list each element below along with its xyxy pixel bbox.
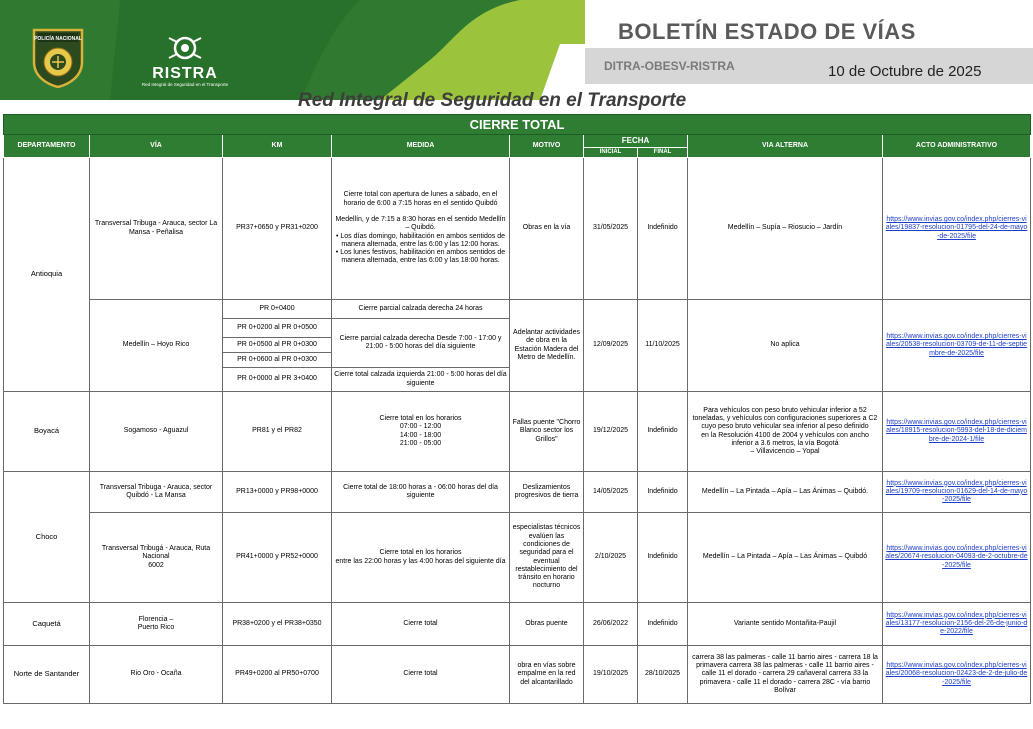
medida-cell: Cierre parcial calzada derecha 24 horas xyxy=(332,300,510,319)
department-cell: Choco xyxy=(4,472,90,603)
table-row xyxy=(4,513,1031,603)
medida-cell: Cierre total xyxy=(332,646,510,704)
via-cell: Transversal Tribugá - Arauca, Ruta Nacional 6002 xyxy=(90,513,223,603)
via-alterna-cell: No aplica xyxy=(688,300,883,392)
bulletin-title: BOLETÍN ESTADO DE VÍAS xyxy=(618,19,916,44)
motivo-cell: especialistas técnicos evalúen las condiciones de seguridad para el eventual restablecimiento del tránsito en horario nocturno xyxy=(510,513,584,603)
col-acto-administrativo: ACTO ADMINISTRATIVO xyxy=(883,135,1031,158)
medida-cell: Cierre total calzada izquierda 21:00 - 5:00 horas del día siguiente xyxy=(332,368,510,392)
via-cell: Rio Oro - Ocaña xyxy=(90,646,223,704)
section-title: CIERRE TOTAL xyxy=(4,115,1031,135)
unit-label: DITRA-OBESV-RISTRA xyxy=(604,59,735,73)
fecha-final-cell: Indefinido xyxy=(638,603,688,646)
table-row xyxy=(4,603,1031,646)
col-fecha-inicial: INICIAL xyxy=(584,148,638,158)
medida-cell: Cierre total en los horarios 07:00 - 12:00 14:00 - 18:00 21:00 - 05:00 xyxy=(332,392,510,472)
fecha-final-cell: Indefinido xyxy=(638,472,688,513)
km-cell: PR41+0000 y PR52+0000 xyxy=(223,513,332,603)
ristra-emblem-icon xyxy=(165,30,205,66)
motivo-cell: obra en vías sobre empalme en la red del alcantarillado xyxy=(510,646,584,704)
km-cell: PR 0+0500 al PR 0+0300 xyxy=(223,338,332,353)
fecha-inicial-cell: 26/06/2022 xyxy=(584,603,638,646)
via-alterna-cell: Para vehículos con peso bruto vehicular inferior a 52 toneladas, y vehículos con configuraciones superiores a C2 cuyo peso bruto vehicular sea inferior al peso definido en la Resolución 4100 de 2004 y vehículos con ancho inferior a 3.6 metros, la vía Bogotá – Villavicencio – Yopal xyxy=(688,392,883,472)
medida-bullet: • Los días domingo, habilitación en ambos sentidos de manera alternada, entre las 6:00 y las 12:00 horas. xyxy=(334,233,507,250)
motivo-cell: Deslizamientos progresivos de tierra xyxy=(510,472,584,513)
via-cell: Medellín – Hoyo Rico xyxy=(90,300,223,392)
via-alterna-cell: Variante sentido Montañita-Paujil xyxy=(688,603,883,646)
col-departamento: DEPARTAMENTO xyxy=(4,135,90,158)
ristra-logo-tagline: Red Integral de Seguridad en el Transporte xyxy=(141,82,229,87)
acto-administrativo-link[interactable]: https://www.invias.gov.co/index.php/cierres-viales/18915-resolucion-5993-del-18-de-diciembre-de-2024-1/file xyxy=(883,392,1031,472)
road-closures-table xyxy=(3,114,1031,704)
medida-cell: Cierre parcial calzada derecha Desde 7:00 - 17:00 y 21:00 - 5:00 horas del día siguiente xyxy=(332,319,510,368)
department-cell: Norte de Santander xyxy=(4,646,90,704)
fecha-inicial-cell: 2/10/2025 xyxy=(584,513,638,603)
via-cell: Sogamoso - Aguazul xyxy=(90,392,223,472)
medida-intro: Cierre total con apertura de lunes a sábado, en el horario de 6:00 a 7:15 horas en el sentido Quibdó xyxy=(343,191,498,207)
table-row xyxy=(4,300,1031,319)
table-row xyxy=(4,646,1031,704)
km-cell: PR 0+0000 al PR 3+0400 xyxy=(223,368,332,392)
acto-administrativo-link[interactable]: https://www.invias.gov.co/index.php/cierres-viales/20538-resolucion-03709-de-11-de-septiembre-de-2025/file xyxy=(883,300,1031,392)
acto-administrativo-link[interactable]: https://www.invias.gov.co/index.php/cierres-viales/20068-resolucion-02423-de-2-de-julio-de-2025/file xyxy=(883,646,1031,704)
km-cell: PR13+0000 y PR98+0000 xyxy=(223,472,332,513)
column-header-row xyxy=(4,135,1031,148)
ristra-logo xyxy=(140,30,230,90)
km-cell: PR 0+0200 al PR 0+0500 xyxy=(223,319,332,338)
motivo-cell: Obras en la vía xyxy=(510,158,584,300)
medida-paragraph: Medellín, y de 7:15 a 8:30 horas en el sentido Medellín – Quibdó. xyxy=(335,215,506,232)
via-alterna-cell: Medellín – Supía – Riosucio – Jardín xyxy=(688,158,883,300)
department-cell: Antioquia xyxy=(4,158,90,392)
acto-administrativo-link[interactable]: https://www.invias.gov.co/index.php/cierres-viales/19709-resolucion-01629-del-14-de-mayo-2025/file xyxy=(883,472,1031,513)
km-cell: PR 0+0600 al PR 0+0300 xyxy=(223,353,332,368)
col-medida: MEDIDA xyxy=(332,135,510,158)
bulletin-date: 10 de Octubre de 2025 xyxy=(828,63,982,80)
department-cell: Boyacá xyxy=(4,392,90,472)
acto-administrativo-link[interactable]: https://www.invias.gov.co/index.php/cierres-viales/13177-resolucion-2156-del-26-de-junio-de-2022/file xyxy=(883,603,1031,646)
ristra-logo-name: RISTRA xyxy=(152,65,218,82)
table-row xyxy=(4,158,1031,300)
road-closures-table-wrapper xyxy=(3,114,1030,704)
motivo-cell: Obras puente xyxy=(510,603,584,646)
col-via-alterna: VIA ALTERNA xyxy=(688,135,883,158)
fecha-final-cell: Indefinido xyxy=(638,513,688,603)
col-fecha: FECHA xyxy=(584,135,688,148)
police-shield-logo xyxy=(30,24,86,88)
fecha-final-cell: 11/10/2025 xyxy=(638,300,688,392)
km-cell: PR 0+0400 xyxy=(223,300,332,319)
medida-cell xyxy=(332,158,510,300)
via-alterna-cell: Medellín – La Pintada – Apía – Las Ánimas – Quibdó. xyxy=(688,472,883,513)
fecha-final-cell: Indefinido xyxy=(638,392,688,472)
police-logo-text: POLICÍA NACIONAL xyxy=(34,36,82,42)
motivo-cell: Adelantar actividades de obra en la Estación Madera del Metro de Medellín. xyxy=(510,300,584,392)
fecha-final-cell: 28/10/2025 xyxy=(638,646,688,704)
medida-cell: Cierre total de 18:00 horas a - 06:00 horas del día siguiente xyxy=(332,472,510,513)
fecha-inicial-cell: 19/12/2025 xyxy=(584,392,638,472)
fecha-inicial-cell: 14/05/2025 xyxy=(584,472,638,513)
km-cell: PR38+0200 y el PR38+0350 xyxy=(223,603,332,646)
table-row xyxy=(4,472,1031,513)
bulletin-header xyxy=(0,0,1033,112)
department-cell: Caquetá xyxy=(4,603,90,646)
via-cell: Transversal Tribuga - Arauca, sector Quibdó - La Mansa xyxy=(90,472,223,513)
via-cell: Transversal Tribuga - Arauca, sector La Mansa - Peñalisa xyxy=(90,158,223,300)
col-motivo: MOTIVO xyxy=(510,135,584,158)
fecha-final-cell: Indefinido xyxy=(638,158,688,300)
fecha-inicial-cell: 19/10/2025 xyxy=(584,646,638,704)
via-cell: Florencia – Puerto Rico xyxy=(90,603,223,646)
via-alterna-cell: Medellín – La Pintada – Apía – Las Ánimas – Quibdó xyxy=(688,513,883,603)
table-row xyxy=(4,392,1031,472)
medida-cell: Cierre total xyxy=(332,603,510,646)
medida-cell: Cierre total en los horarios entre las 22:00 horas y las 4:00 horas del siguiente día xyxy=(332,513,510,603)
motivo-cell: Fallas puente "Chorro Blanco sector los Grillos" xyxy=(510,392,584,472)
medida-bullets xyxy=(334,233,507,266)
col-fecha-final: FINAL xyxy=(638,148,688,158)
via-alterna-cell: carrera 38 las palmeras - calle 11 barrio aires - carrera 18 la primavera carrera 38 las palmeras - calle 11 barrio aires - calle 11 el dorado - carrera 29 cañaveral carrera 33 la primavera - calle 11 el dorado - carrera 28C - vía barrio Bolívar xyxy=(688,646,883,704)
km-cell: PR37+0650 y PR31+0200 xyxy=(223,158,332,300)
section-title-row xyxy=(4,115,1031,135)
fecha-inicial-cell: 31/05/2025 xyxy=(584,158,638,300)
acto-administrativo-link[interactable]: https://www.invias.gov.co/index.php/cierres-viales/20674-resolucion-04093-de-2-octubre-de-2025/file xyxy=(883,513,1031,603)
km-cell: PR49+0200 al PR50+0700 xyxy=(223,646,332,704)
page-subtitle: Red Integral de Seguridad en el Transporte xyxy=(298,90,687,111)
medida-bullet: • Los lunes festivos, habilitación en ambos sentidos de manera alternada, entre las 6:00 y las 18:00 horas. xyxy=(334,249,507,266)
col-km: KM xyxy=(223,135,332,158)
acto-administrativo-link[interactable]: https://www.invias.gov.co/index.php/cierres-viales/19837-resolucion-01795-del-24-de-mayo-de-2025/file xyxy=(883,158,1031,300)
km-cell: PR81 y el PR82 xyxy=(223,392,332,472)
col-via: VÍA xyxy=(90,135,223,158)
fecha-inicial-cell: 12/09/2025 xyxy=(584,300,638,392)
